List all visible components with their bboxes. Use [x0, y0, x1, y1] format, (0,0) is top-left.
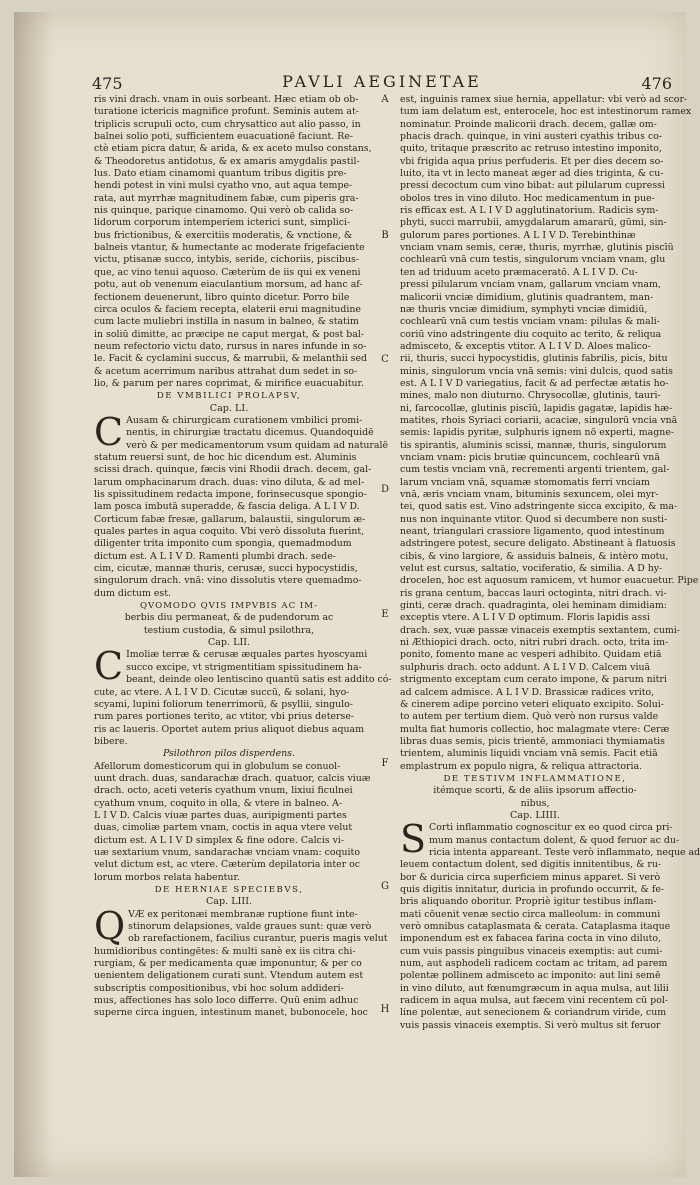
text-line: turatione ictericis magnifice profunt. Seminis autem at- — [94, 106, 359, 118]
chapter-number-52: Cap. LII. — [207, 637, 251, 649]
text-line: scyami, lupini foliorum tenerrimorū, & psyllii, singulo- — [94, 698, 353, 710]
text-line: ctè etiam picra datur, & arida, & ex aceto mulso constans, — [94, 143, 372, 155]
text-line: bibere. — [94, 735, 128, 747]
left-text-block-4 — [94, 760, 371, 884]
text-line: potu, aut ob venenum eiaculantium morsum, ad hanc af- — [94, 279, 363, 291]
text-line: bus frictionibus, & exercitiis moderatis, & vnctione, & — [94, 229, 353, 241]
text-line: mines, malo non diuturno. Chrysocollæ, glutinis, tauri- — [400, 390, 661, 402]
text-line: pressi pilularum vnciam vnam, gallarum vnciam vnam, — [400, 279, 661, 291]
text-line: cochlearū vnā cum testis vnciam vnam: pilulas & mali- — [400, 316, 660, 328]
text-line: quis digitis innitatur, duricia in profundo occurrit, & fe- — [400, 884, 665, 895]
margin-letter-b: B — [381, 230, 389, 241]
text-line: larum omphacinarum drach. duas: vino diluta, & ad mel- — [94, 476, 365, 488]
text-line: semis: lapidis pyritæ, sulphuris ignem nō experti, magne- — [400, 427, 675, 439]
text-line: rii, thuris, succi hypocystidis, glutinis fabrilis, picis, bitu — [400, 353, 668, 365]
drop-capital-c2: C — [94, 644, 124, 689]
text-line: leuem contactum dolent, sed digitis innitentibus, & ru- — [400, 859, 662, 871]
text-line: balnei solio poti, sufficientem euacuationē faciunt. Re- — [94, 131, 354, 143]
text-line: drocelen, hoc est aquosum ramicem, vt humor euacuetur. Pipe — [400, 575, 699, 587]
text-line: est. A L I V D variegatius, facit & ad perfectæ ætatis ho- — [400, 377, 669, 389]
text-line: drach. octo, aceti veteris cyathum vnum, lixiui ficulnei — [94, 785, 353, 797]
text-line: ten ad triduum aceto præmaceratō. A L I V D. Cu- — [400, 266, 638, 278]
text-line: verò omnibus cataplasmata & cerata. Cataplasma itaque — [400, 921, 671, 933]
text-line: lam posca imbutā superadde, & fascia deliga. A L I V D. — [94, 501, 360, 513]
text-line: cum vuis passis pinguibus vinaceis exemptis: aut cumi- — [400, 945, 663, 957]
text-line: line polentæ, aut senecionem & coriandrum viride, cum — [400, 1007, 667, 1019]
section-heading-hernia: DE HERNIAE SPECIEBVS, — [154, 885, 304, 895]
text-line: cum lacte muliebri instilla in nasum in balneo, & statim — [94, 316, 359, 328]
text-line: triplicis scrupuli octo, cum chrysattico aut alio passo, in — [94, 118, 361, 130]
text-line: vuis passis vinaceis exemptis. Si verò multus sit feruor — [400, 1019, 661, 1031]
text-line: larum vnciam vnā, squamæ stomomatis ferri vnciam — [400, 476, 650, 488]
section-heading-impubis-line1: QVOMODO QVIS IMPVBIS AC IM- — [139, 601, 319, 612]
text-line: nentis, in chirurgiæ tractatu dicemus. Quandoquidē — [126, 427, 374, 439]
text-line: næ thuris vnciæ dimidium, symphyti vnciæ dimidiū, — [400, 303, 648, 315]
text-line: pressi decoctum cum vino bibat: aut pilularum cupressi — [400, 180, 665, 192]
text-line: emplastrum ex populo nigra, & reliqua attractoria. — [400, 760, 643, 772]
text-line: obolos tres in vino diluto. Hoc medicamentum in pue- — [400, 192, 655, 204]
text-line: superne circa inguen, intestinum manet, bubonocele, hoc — [94, 1007, 368, 1019]
text-line: adstringere potest, secure deligato. Abstineant à flatuosis — [400, 538, 676, 550]
right-text-block-2 — [400, 817, 700, 1032]
text-line: ris efficax est. A L I V D agglutinatorium. Radicis sym- — [400, 205, 659, 217]
margin-letter-g: G — [381, 881, 389, 892]
text-line: cochlearū vnā cum testis, singulorum vnciam vnam, glu — [400, 254, 666, 266]
text-line: mum manus contactum dolent, & quod feruor ac du- — [429, 834, 680, 846]
margin-reference-letters — [376, 94, 394, 1094]
text-line: velut dictum est, ac vtere. Cæterùm depilatoria inter oc — [94, 859, 361, 871]
text-line: ni, farcocollæ, glutinis piscīū, lapidis gagatæ, lapidis hæ- — [400, 402, 673, 414]
section-heading-testium-line2: itémque scorti, & de aliis ipsorum affectio- — [433, 785, 637, 797]
margin-letter-f: F — [381, 758, 389, 769]
text-line: multa fiat humoris collectio, hoc malagmate vtere: Ceræ — [400, 723, 670, 735]
text-line: & cinerem adipe porcino veteri eliquato excipito. Solui- — [400, 698, 664, 710]
text-line: lio, & parum per nares coprimat, & mirifice euacuabitur. — [94, 377, 364, 389]
section-heading-impubis-line2: berbis diu permaneat, & de pudendorum ac — [124, 612, 334, 624]
text-line: hendi potest in vini mulsi cyatho vno, aut aqua tempe- — [94, 180, 353, 192]
text-line: uenientem deligationem curati sunt. Vtendum autem est — [94, 970, 364, 982]
text-line: est, inguinis ramex siue hernia, appellatur: vbi verò ad scor- — [400, 94, 688, 105]
text-line: ni Æthiopici drach. octo, nitri rubri drach. octo, trita im- — [400, 637, 669, 649]
text-line: quales partes in aqua coquito. Vbi verò dissoluta fuerint, — [94, 526, 365, 538]
margin-letter-e: E — [381, 609, 389, 620]
margin-letter-h: H — [380, 1004, 390, 1015]
text-line: uunt drach. duas, sandarachæ drach. quatuor, calcis viuæ — [94, 772, 371, 784]
text-line: victu, ptisanæ succo, intybis, seride, cichoriis, piscibus- — [94, 254, 359, 266]
text-line: cim, cicutæ, mannæ thuris, cerusæ, succi hypocystidis, — [94, 563, 358, 575]
text-line: diligenter trita imponito cum spongia, quemadmodum — [94, 538, 352, 550]
text-line: radicem in aqua mulsa, aut fæcem vini recentem cū pol- — [400, 995, 669, 1007]
text-line: verò & per medicamentorum vsum quidam ad naturalē — [126, 439, 389, 451]
text-line: dictum est. A L I V D. Ramenti plumbi drach. sede- — [94, 550, 336, 562]
text-line: sulphuris drach. octo addunt. A L I V D. Calcem viuā — [400, 661, 651, 673]
section-heading-umbilicus: DE VMBILICI PROLAPSV, — [156, 391, 302, 402]
text-line: & acetum acerrimum naribus attrahat dum sedet in so- — [94, 365, 358, 377]
chapter-number-51: Cap. LI. — [209, 402, 249, 414]
left-text-block-1 — [94, 94, 372, 390]
binding-shadow — [14, 12, 54, 1177]
text-line: statum reuersi sunt, de hoc hic dicendum est. Aluminis — [94, 451, 357, 463]
section-heading-impubis-line3: testium custodia, & simul psilothra, — [143, 624, 315, 636]
left-text-block-2 — [94, 409, 389, 600]
text-line: ris grana centum, baccas lauri octoginta, nitri drach. vi- — [400, 587, 667, 599]
text-line: singulorum drach. vnā: vino dissolutis vtere quemadmo- — [94, 575, 362, 587]
text-line: to autem per tertium diem. Quò verò non rursus valde — [400, 711, 659, 723]
margin-letter-c: C — [381, 354, 389, 365]
text-line: humidioribus contingētes: & multi sanè ex iis citra chi- — [94, 945, 356, 957]
text-line: duas, cimoliæ partem vnam, coctis in aqua vtere velut — [94, 822, 353, 834]
text-line: VÆ ex peritonæi membranæ ruptione fiunt inte- — [128, 908, 358, 920]
text-line: vnciam vnam semis, ceræ, thuris, myrrhæ, glutinis piscīū — [400, 242, 674, 254]
text-line: tei, quod satis est. Vino adstringente sicca excipito, & ma- — [400, 501, 678, 513]
text-line: succo excipe, vt strigmentitiam spissitudinem ha- — [126, 661, 362, 673]
text-line: lidorum corporum intemperiem icterici sunt, simplici- — [94, 217, 351, 229]
text-line: lus. Dato etiam cinamomi quantum tribus digitis pre- — [94, 168, 347, 180]
left-text-block-5 — [94, 903, 388, 1020]
section-heading-testium-line3: nibus, — [520, 797, 550, 809]
margin-letter-d: D — [380, 484, 390, 495]
text-line: uæ sextarium vnum, sandarachæ vnciam vnam: coquito — [94, 846, 360, 858]
left-page-number: 475 — [92, 74, 123, 93]
text-line: balneis vtantur, & humectante ac moderate frigefaciente — [94, 242, 365, 254]
text-line: & Theodoretus antidotus, & ex amaris amygdalis pastil- — [94, 155, 360, 167]
text-line: stinorum delapsiones, valde graues sunt: quæ verò — [128, 921, 372, 933]
chapter-number-53: Cap. LIII. — [205, 896, 253, 908]
text-line: vnciam vnam: picis brutiæ quincuncem, cochlearū vnā — [400, 451, 660, 463]
book-page — [14, 12, 700, 1177]
text-line: nus non inquinante vtitor. Quod si decumbere non susti- — [400, 513, 668, 525]
text-line: Corti inflammatio cognoscitur ex eo quod circa pri- — [429, 822, 673, 834]
text-line: quito, tritaque præscrito ac retruso intestino imponito, — [400, 143, 662, 155]
text-line: le. Facit & cyclamini succus, & marrubii, & melanthii sed — [94, 353, 368, 365]
right-page-number: 476 — [641, 74, 672, 93]
text-line: ob rarefactionem, facilius curantur, pueris magis velut — [128, 933, 388, 945]
text-line: in soliū dimitte, ac præcipe ne caput mergat, & post bal- — [94, 328, 365, 340]
text-line: lorum morbos relata habentur. — [94, 871, 240, 883]
text-line: tum iam delatum est, enterocele, hoc est intestinorum ramex — [400, 106, 692, 118]
text-line: phacis drach. quinque, in vini austeri cyathis tribus co- — [400, 131, 663, 143]
text-line: vbi frigida aqua prius perfuderis. Et per dies decem so- — [400, 155, 664, 167]
text-line: mus, affectiones has solo loco differre. Quū enim adhuc — [94, 995, 359, 1007]
text-line: gulorum pares portiones. A L I V D. Terebinthinæ — [400, 229, 636, 241]
left-text-block-3 — [94, 644, 392, 748]
psilothron-subheading: Psilothron pilos disperdens. — [162, 748, 296, 760]
left-column — [94, 94, 392, 1020]
text-line: cum testis vnciam vnā, recrementi argenti trientem, gal- — [400, 464, 670, 476]
text-line: lis spissitudinem redacta impone, forinsecusque spongio- — [94, 489, 367, 500]
text-line: libras duas semis, picis trientē, ammoniaci thymiamatis — [400, 735, 665, 747]
text-line: rata, aut myrrhæ magnitudinem fabæ, cum piperis gra- — [94, 192, 359, 204]
text-line: vnā, æris vnciam vnam, bituminis sexuncem, olei myr- — [400, 489, 659, 500]
text-line: ricia intenta appareant. Teste verò inflammato, neque ad — [429, 846, 700, 858]
text-line: Corticum fabæ fresæ, gallarum, balaustii, singulorum æ- — [94, 513, 366, 525]
text-line: que, ac vino tenui aquoso. Cæterùm de iis qui ex veneni — [94, 266, 361, 278]
text-line: fectionem deuenerunt, libro quinto dicetur. Porro bile — [94, 291, 350, 303]
text-line: cute, ac vtere. A L I V D. Cicutæ succū, & solani, hyo- — [94, 686, 350, 698]
text-line: Ausam & chirurgicam curationem vmbilici promi- — [126, 414, 363, 426]
text-line: scissi drach. quinque, fæcis vini Rhodii drach. decem, gal- — [94, 464, 372, 476]
text-line: Afellorum domesticorum qui in globulum se conuol- — [94, 760, 341, 772]
text-line: polentæ pollinem admisceto ac imponito: aut lini semē — [400, 970, 661, 982]
text-line: nominatur. Proinde malicorii drach. decem, gallæ om- — [400, 118, 657, 130]
text-line: drach. sex, vuæ passæ vinaceis exemptis sextantem, cumi- — [400, 624, 680, 636]
text-line: matites, rhois Syriaci coriarii, acaciæ, singulorū vncia vnā — [400, 414, 678, 426]
text-line: ponito, fomento mane ac vesperi adhibito. Quidam etiā — [400, 649, 662, 661]
text-line: dum dictum est. — [94, 587, 171, 599]
text-line: tis spirantis, aluminis scissi, mannæ, thuris, singulorum — [400, 439, 667, 451]
text-line: beant, deinde oleo lentiscino quantū satis est addito có- — [126, 674, 392, 686]
drop-capital-c: C — [94, 409, 124, 454]
chapter-number-54: Cap. LIIII. — [510, 809, 560, 821]
running-title: PAVLI AEGINETAE — [282, 72, 482, 91]
text-line: cyathum vnum, coquito in olla, & vtere in balneo. A- — [94, 797, 343, 809]
text-line: trientem, aluminis liquidi vnciam vnā semis. Facit etiā — [400, 748, 658, 760]
section-heading-testium: DE TESTIVM INFLAMMATIONE, — [443, 773, 627, 784]
margin-letter-a: A — [381, 94, 389, 105]
text-line: minis, singulorum vncia vnā semis: vini dulcis, quod satis — [400, 365, 673, 377]
text-line: phyti, succi marrubii, amygdalarum amararū, gūmi, sin- — [400, 217, 667, 229]
text-line: num, aut asphodeli radicem coctam ac tritam, ad parem — [400, 958, 668, 970]
text-line: Imoliæ terræ & cerusæ æquales partes hyoscyami — [126, 649, 368, 661]
text-line: exceptis vtere. A L I V D optimum. Floris lapidis assi — [400, 612, 650, 624]
text-line: nis quinque, parique cinamomo. Qui verò ob calida so- — [94, 205, 354, 217]
text-line: ris ac laueris. Oportet autem prius aliquot diebus aquam — [94, 723, 365, 735]
text-line: velut est cursus, saltatio, vociferatio, & similia. A D hy- — [400, 563, 663, 575]
text-line: neum refectorio victu dato, rursus in nares infunde in so- — [94, 340, 367, 352]
text-line: neant, triangulari crassiore ligamento, quod intestinum — [400, 526, 665, 538]
text-line: luito, ita vt in lecto maneat æger ad dies triginta, & cu- — [400, 168, 664, 180]
text-line: bor & duricia circa superficiem minus apparet. Si verò — [400, 871, 661, 883]
text-line: subscriptis compositionibus, vbi hoc solum addideri- — [94, 982, 344, 994]
text-line: dictum est. A L I V D simplex & fine odore. Calcis vi- — [94, 834, 345, 846]
text-line: admisceto, & exceptis vtitor. A L I V D. Aloes malico- — [400, 340, 651, 352]
text-line: rurgiam, & per medicamenta quæ imponuntur, & per co — [94, 958, 362, 970]
text-line: rum pares portiones terito, ac vtitor, vbi prius deterse- — [94, 711, 355, 723]
text-line: mati cōuenit venæ sectio circa malleolum: in communi — [400, 908, 661, 920]
text-line: bris aliquando oboritur. Propriè igitur testibus inflam- — [400, 896, 657, 908]
text-line: malicorii vnciæ dimidium, glutinis quadrantem, man- — [400, 291, 654, 303]
text-line: coriū vino adstringente diu coquito ac terito, & reliqua — [400, 328, 662, 340]
text-line: circa oculos & faciem recepta, elaterii erui magnitudine — [94, 303, 361, 315]
text-line: L I V D. Calcis viuæ partes duas, auripigmenti partes — [94, 809, 347, 821]
text-line: ris vini drach. vnam in ouis sorbeant. Hæc etiam ob ob- — [94, 94, 359, 105]
text-line: strigmento exceptam cum cerato impone, & parum nitri — [400, 674, 667, 686]
drop-capital-s: S — [400, 817, 427, 862]
right-text-block-1 — [400, 94, 699, 773]
text-line: ad calcem admisce. A L I V D. Brassicæ radices vrito, — [400, 686, 655, 698]
right-column — [400, 94, 700, 1032]
text-line: ginti, ceræ drach. quadraginta, olei heminam dimidiam: — [400, 600, 667, 612]
text-line: cibis, & vino largiore, & assiduis balneis, & intèro motu, — [400, 550, 669, 562]
text-line: imponendum est ex fabacea farina cocta in vino diluto, — [400, 933, 662, 945]
text-line: in vino diluto, aut fœnumgræcum in aqua mulsa, aut lilii — [400, 982, 669, 994]
drop-capital-q: Q — [94, 903, 126, 948]
